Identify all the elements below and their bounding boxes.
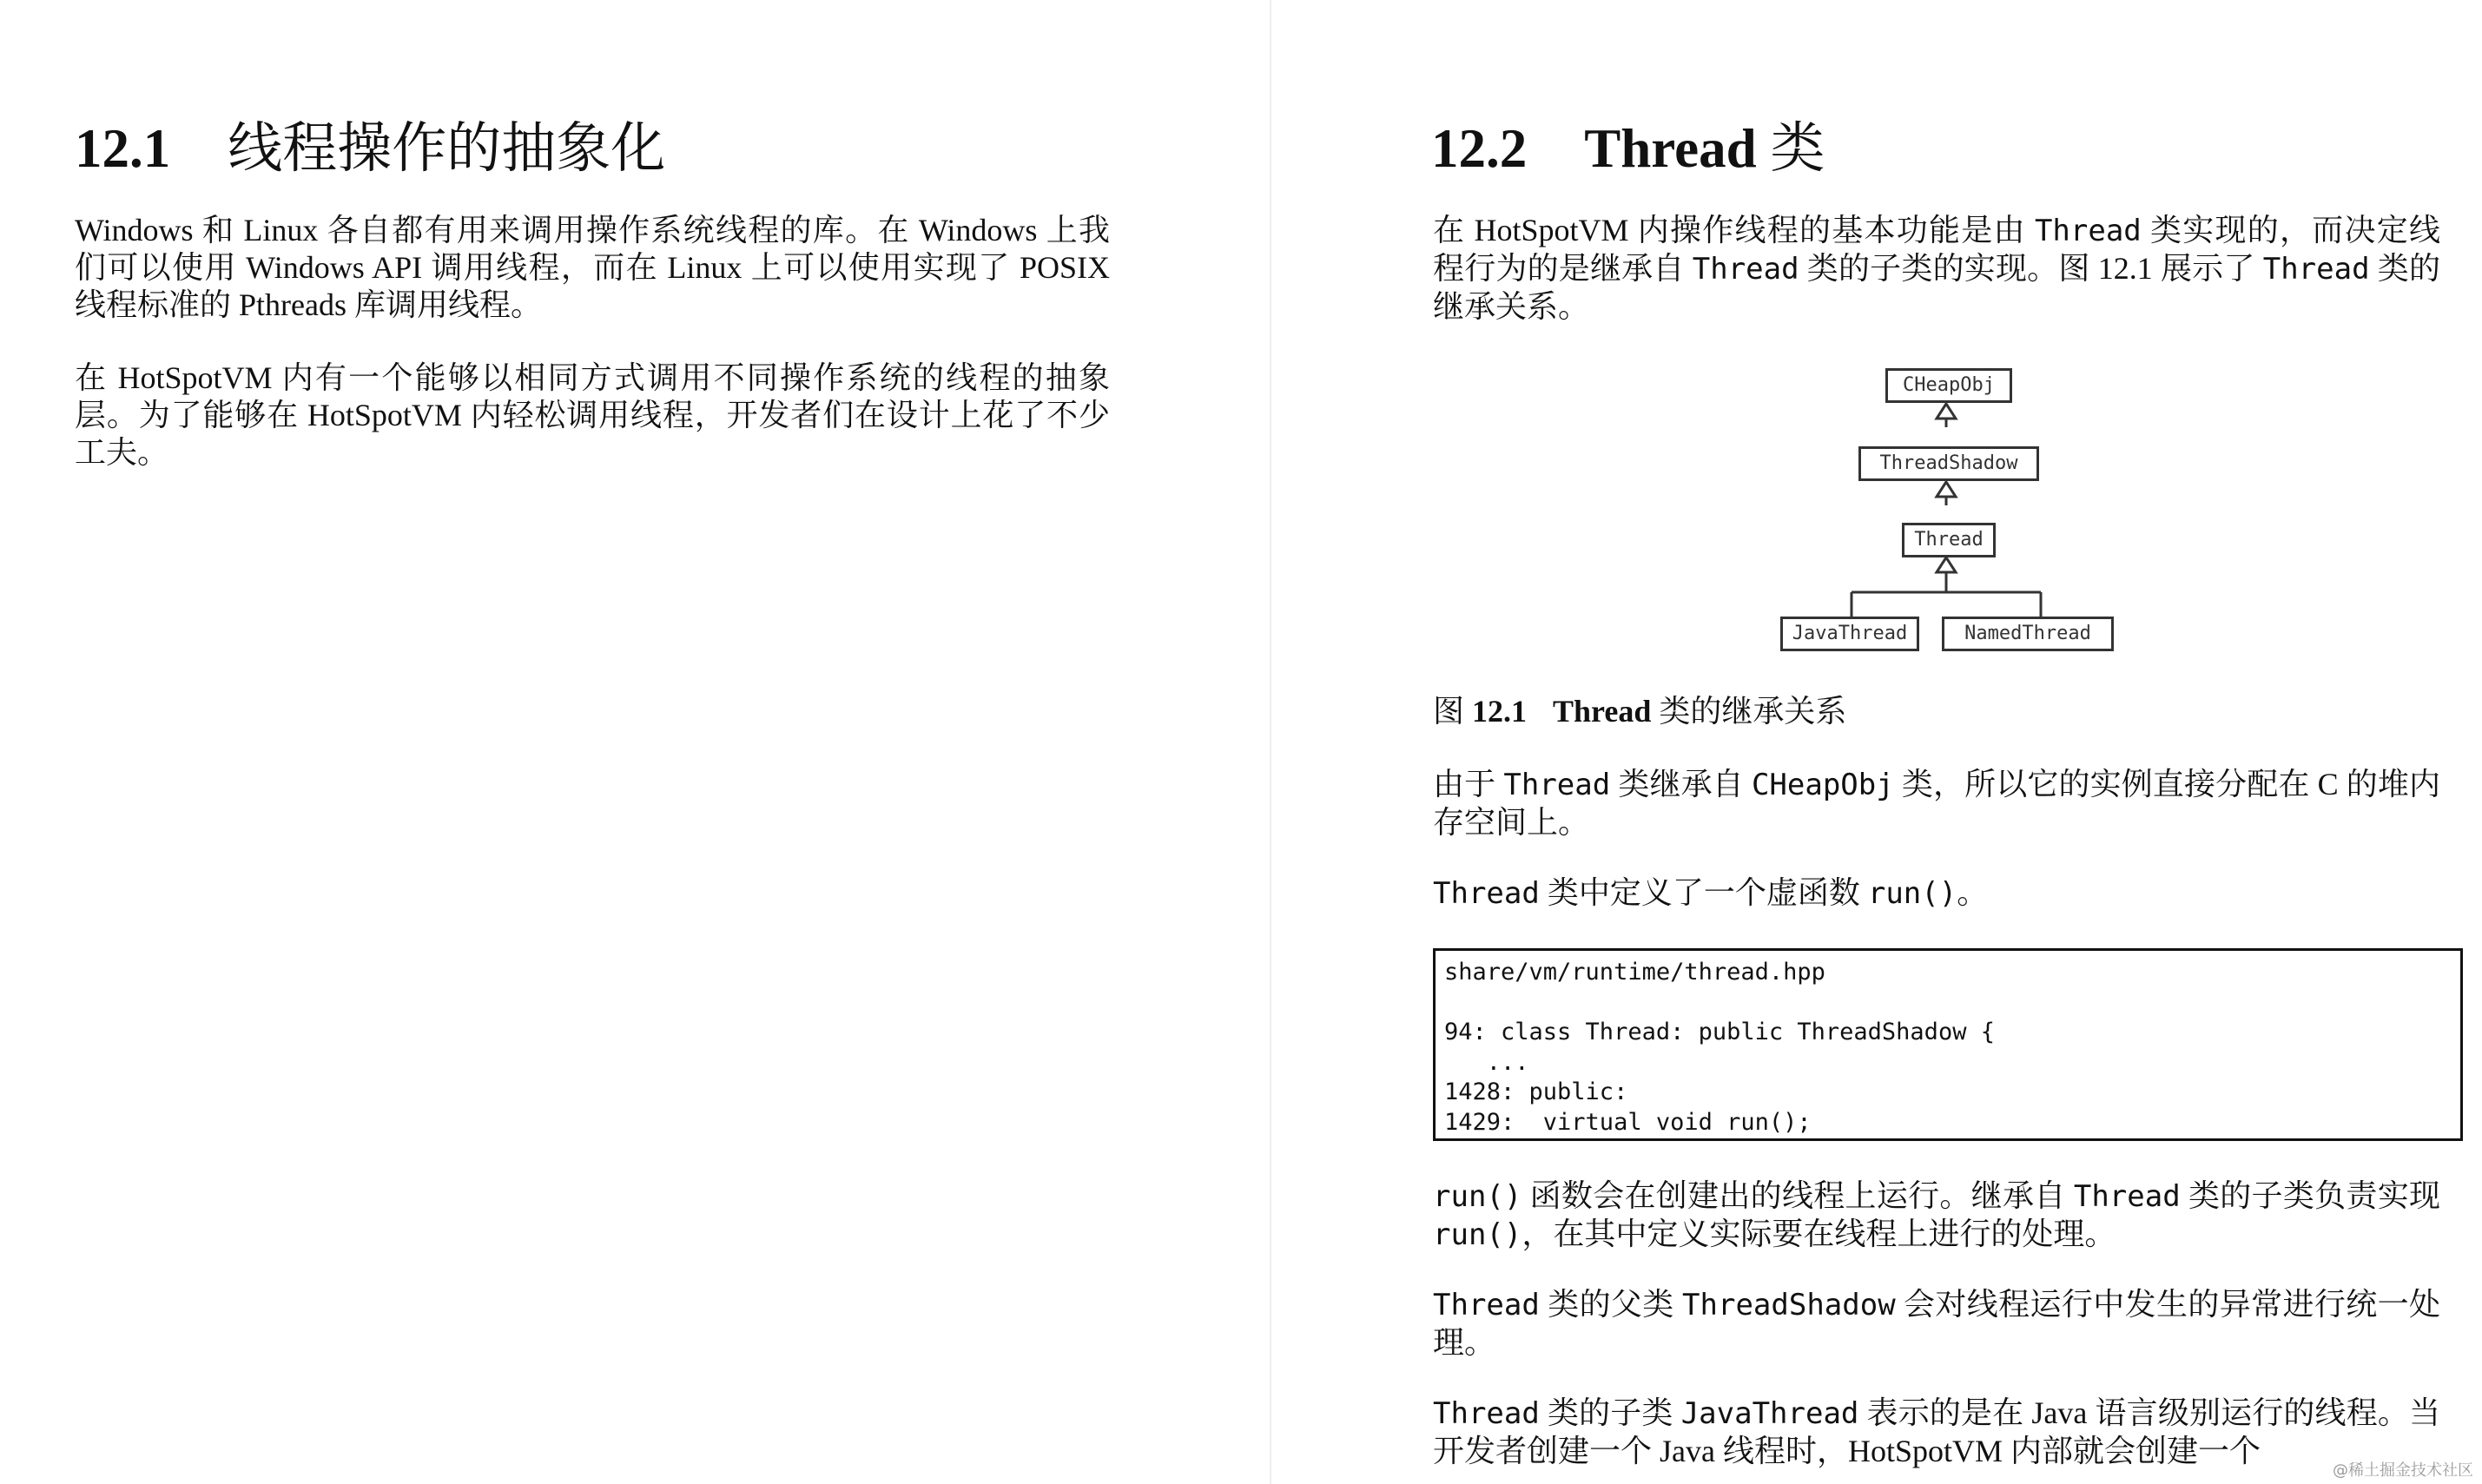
paragraph [1433,874,2440,913]
inline-code: Thread [1433,1288,1540,1322]
paragraph: Windows 和 Linux 各自都有用来调用操作系统线程的库。在 Windows 上我们可以使用 Windows API 调用线程，而在 Linux 上可以使用实现了 POSIX 线程标准的 Pthreads 库调用线程。 [75,213,1110,322]
class-box-cheapobj: CHeapObj [1885,368,2012,403]
paragraph [1433,1177,2440,1254]
right-page [1271,0,2482,1484]
inline-code: CHeapObj [1751,768,1894,802]
inline-code: Thread [1433,876,1540,911]
text-run: 。 [1957,875,1989,910]
text-run: 在 HotSpotVM 内操作线程的基本功能是由 [1433,213,2035,247]
paragraph [1433,212,2440,326]
inline-code: ThreadShadow [1682,1288,1896,1322]
text-run: 由于 [1433,767,1504,801]
inline-code: run() [1433,1179,1522,1214]
code-line: 94: class Thread: public ThreadShadow { [1444,1019,1995,1045]
text-run: 类，所以它的实例直接分配在 C 的堆内存空间上。 [1433,767,2440,840]
generalization-arrow [1937,482,1956,497]
section-title: 线程操作的抽象化 [228,118,666,179]
paragraph [1433,1286,2440,1362]
inline-code: Thread [1433,1396,1540,1431]
figure-caption [1433,693,1846,730]
inline-code: run() [1867,876,1957,911]
class-box-threadshadow: ThreadShadow [1858,446,2039,481]
class-box-thread: Thread [1902,523,1996,557]
text-run: 类的父类 [1539,1287,1683,1322]
caption-number: 12.1 [1472,694,1528,729]
text-run: 类继承自 [1610,767,1752,801]
section-title-suffix: 类 [1770,118,1825,179]
inline-code: Thread [2034,214,2142,248]
text-run: 类的继承关系。 [1433,251,2440,324]
text-run: 类的子类 [1539,1395,1681,1430]
section-number: 12.1 [75,118,171,179]
text-run: 函数会在创建出的线程上运行。继承自 [1522,1178,2074,1213]
paragraph [1433,766,2440,841]
section-title-class: Thread [1584,118,1757,179]
inline-code: Thread [1692,252,1799,287]
paragraph [1433,1395,2440,1470]
section-heading-12-1 [75,117,665,180]
generalization-arrow [1937,404,1956,419]
code-line [1444,988,2452,1019]
inline-code: run() [1433,1217,1522,1252]
text-run: ，在其中定义实际要在线程上进行的处理。 [1522,1217,2116,1251]
class-box-namedthread: NamedThread [1942,617,2114,651]
code-line: ... [1444,1048,1529,1076]
code-listing [1433,948,2463,1141]
inline-code: Thread [2073,1179,2181,1214]
generalization-arrow [1937,557,1956,572]
text-run: 类的子类的实现。图 12.1 展示了 [1799,251,2263,286]
class-box-javathread: JavaThread [1780,617,1919,651]
section-number: 12.2 [1431,118,1528,179]
text-run: 类的子类负责实现 [2180,1178,2440,1213]
text-run: 会对线程运行中发生的异常进行统一处理。 [1433,1287,2440,1360]
code-line: share/vm/runtime/thread.hpp [1444,959,1825,986]
text-run: 类中定义了一个虚函数 [1539,875,1868,910]
caption-class: Thread [1553,694,1652,729]
class-hierarchy-figure [1780,356,2119,660]
code-line: 1429: virtual void run(); [1444,1108,1812,1136]
paragraph: 在 HotSpotVM 内有一个能够以相同方式调用不同操作系统的线程的抽象层。为了能够在 HotSpotVM 内轻松调用线程，开发者们在设计上花了不少工夫。 [75,360,1110,470]
caption-prefix: 图 [1433,694,1465,729]
caption-text: 类的继承关系 [1659,694,1847,729]
watermark: @稀土掘金技术社区 [2333,1461,2473,1480]
text-run: 类实现的，而决定线程行为的是继承自 [1433,213,2440,286]
inline-code: Thread [2262,252,2370,287]
inline-code: JavaThread [1680,1396,1859,1431]
text-run: 表示的是在 Java 语言级别运行的线程。当开发者创建一个 Java 线程时，HotSpotVM 内部就会创建一个 [1433,1395,2440,1468]
inline-code: Thread [1503,768,1611,802]
section-heading-12-2 [1431,117,1825,180]
code-line: 1428: public: [1444,1078,1628,1105]
